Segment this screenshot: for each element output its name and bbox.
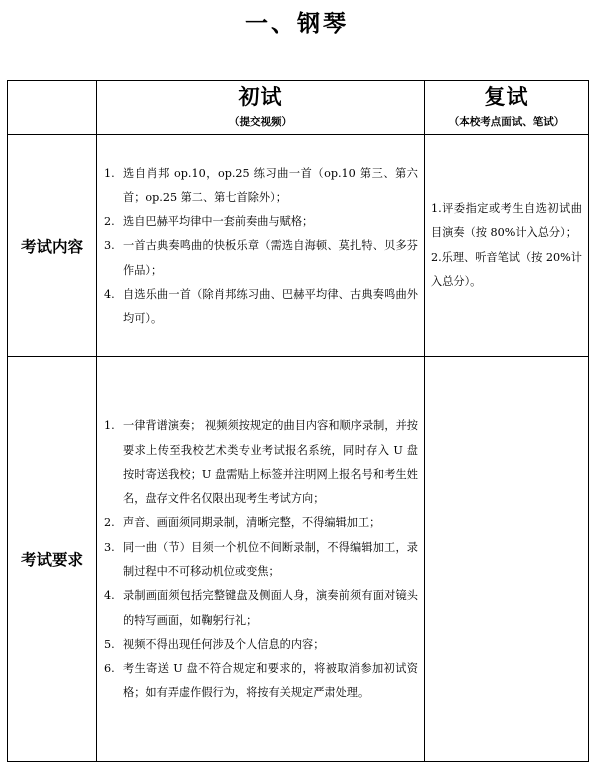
list-item [101,511,418,535]
retest-item: 2.乐理、听音笔试（按 20%计入总分）。 [431,250,582,288]
exam-requirements-row [8,357,589,762]
exam-content-initial-cell [97,135,425,357]
list-item-text: 选自巴赫平均律中一套前奏曲与赋格； [123,215,314,229]
initial-subtitle: （提交视频） [229,116,292,128]
header-initial-cell [97,81,425,135]
list-item [101,584,418,633]
page-title: 一、钢琴 [245,11,349,37]
list-item-number: 3. [104,239,115,253]
list-item [101,162,418,210]
list-item-text: 一首古典奏鸣曲的快板乐章（需选自海顿、莫扎特、贝多芬作品）； [123,239,418,277]
retest-subtitle: （本校考点面试、笔试） [448,116,565,128]
exam-requirements-retest-cell [425,357,589,762]
list-item-number: 3. [104,540,115,554]
list-item-number: 4. [104,287,115,301]
list-item-number: 4. [104,589,115,603]
list-item [101,283,418,331]
list-item-text: 视频不得出现任何涉及个人信息的内容； [123,637,325,651]
list-item [101,414,418,511]
header-retest-cell [425,81,589,135]
retest-item: 1.评委指定或考生自选初试曲目演奏（按 80%计入总分）； [431,202,582,240]
list-item-text: 同一曲（节）目须一个机位不间断录制，不得编辑加工，录制过程中不可移动机位或变焦； [123,540,418,578]
exam-requirements-label: 考试要求 [8,357,97,762]
initial-title: 初试 [238,85,283,109]
exam-requirements-list [97,410,424,708]
list-item-text: 自选乐曲一首（除肖邦练习曲、巴赫平均律、古典奏鸣曲外均可）。 [123,287,418,325]
header-blank-cell [8,81,97,135]
list-item [101,210,418,234]
list-item-text: 声音、画面须同期录制，清晰完整，不得编辑加工； [123,516,381,530]
list-item-number: 2. [104,516,115,530]
retest-content [425,197,588,294]
list-item-text: 考生寄送 U 盘不符合规定和要求的，将被取消参加初试资格；如有弄虚作假行为，将按有关规定严肃处理。 [123,662,418,700]
exam-requirements-initial-cell [97,357,425,762]
retest-title: 复试 [484,85,529,109]
list-item [101,234,418,282]
table-header-row [8,81,589,135]
list-item [101,657,418,706]
exam-content-label: 考试内容 [8,135,97,357]
list-item [101,633,418,657]
exam-table [7,80,589,762]
list-item-text: 选自肖邦 op.10，op.25 练习曲一首（op.10 第三、第六首；op.25 第二、第七首除外）； [123,166,418,204]
exam-content-retest-cell [425,135,589,357]
list-item-number: 6. [104,662,115,676]
list-item [101,536,418,585]
list-item-text: 一律背谱演奏； 视频须按规定的曲目内容和顺序录制，并按要求上传至我校艺术类专业考试报名系统，同时存入 U 盘按时寄送我校；U 盘需贴上标签并注明网上报名号和考生姓名，盘存文件名仅限出现考生考试方向； [123,419,418,506]
list-item-number: 5. [104,637,115,651]
exam-content-list [97,160,424,331]
list-item-number: 1. [104,419,115,433]
list-item-number: 1. [104,166,115,180]
exam-content-row [8,135,589,357]
list-item-number: 2. [104,215,115,229]
list-item-text: 录制画面须包括完整键盘及侧面人身，演奏前须有面对镜头的特写画面，如鞠躬行礼； [123,589,418,627]
